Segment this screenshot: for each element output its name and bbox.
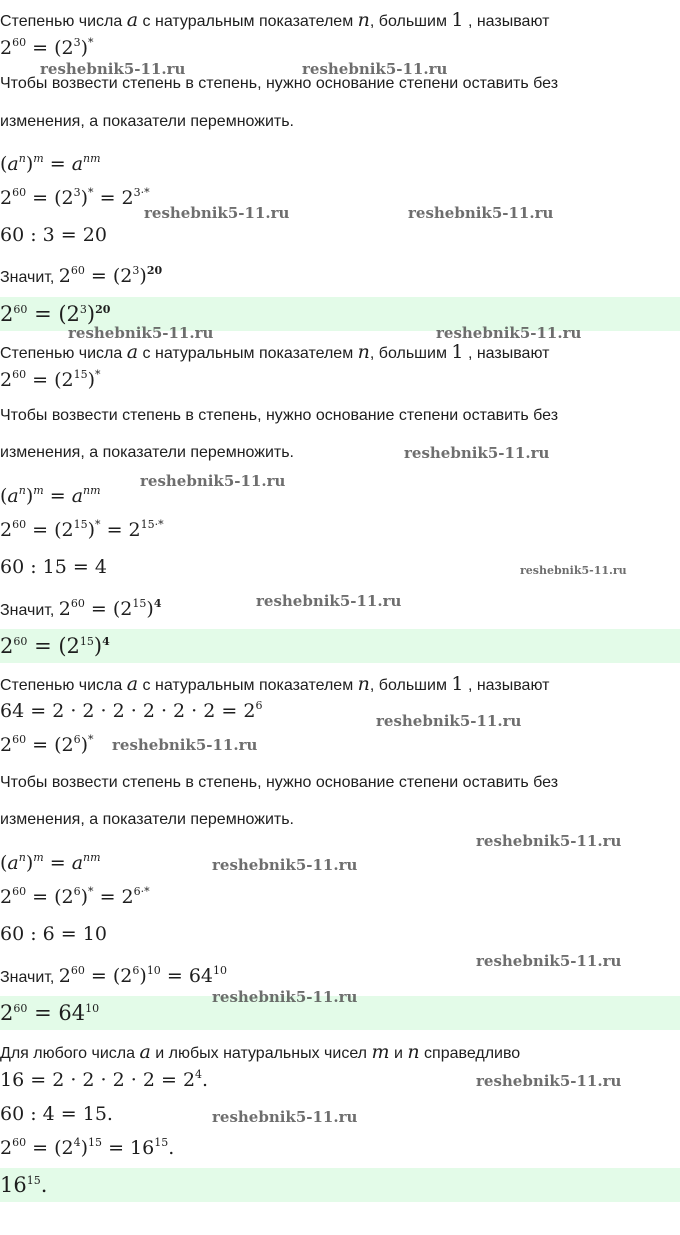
watermark: reshebnik5-11.ru (212, 856, 358, 874)
watermark: reshebnik5-11.ru (436, 324, 582, 342)
watermark: reshebnik5-11.ru (40, 60, 186, 78)
answer-highlight-4 (0, 1168, 680, 1202)
watermark: reshebnik5-11.ru (476, 832, 622, 850)
power-rule-3: $(a^n)^m = a^{nm}$ (0, 851, 101, 874)
watermark: reshebnik5-11.ru (404, 444, 550, 462)
rule-line-1b: изменения, а показатели перемножить. (0, 113, 294, 130)
watermark: reshebnik5-11.ru (376, 712, 522, 730)
conclusion-2: Значит, $2^{60} = (2^{15})^4$ (0, 597, 162, 620)
answer-3: $2^{60} = 64^{10}$ (0, 1001, 100, 1025)
formula-expand-3: $2^{60} = (2^6)^* = 2^{6\cdot*}$ (0, 885, 150, 908)
rule-line-2b: изменения, а показатели перемножить. (0, 444, 294, 461)
watermark: reshebnik5-11.ru (302, 60, 448, 78)
rule-line-1a: Чтобы возвести степень в степень, нужно основание степени оставить без (0, 75, 559, 92)
watermark: reshebnik5-11.ru (212, 1108, 358, 1126)
product-16: $16 = 2 \cdot 2 \cdot 2 \cdot 2 = 2^4$. (0, 1068, 209, 1091)
division-4: 60 : 4 = 15. (0, 1103, 113, 1125)
answer-2: $2^{60} = (2^{15})^4$ (0, 634, 110, 658)
product-64: $64 = 2 \cdot 2 \cdot 2 \cdot 2 \cdot 2 \cdot 2 = 2^6$ (0, 699, 263, 722)
power-rule-1: $(a^n)^m = a^{nm}$ (0, 152, 101, 175)
formula-setup-2: $2^{60} = (2^{15})^*$ (0, 368, 101, 391)
definition-line-1: Степенью числа a с натуральным показателем n, большим 1 , называют (0, 9, 550, 31)
watermark: reshebnik5-11.ru (68, 324, 214, 342)
rule-line-2a: Чтобы возвести степень в степень, нужно основание степени оставить без (0, 407, 559, 424)
watermark: reshebnik5-11.ru (408, 204, 554, 222)
watermark: reshebnik5-11.ru (144, 204, 290, 222)
conclusion-3: Значит, $2^{60} = (2^6)^{10} = 64^{10}$ (0, 964, 228, 987)
power-rule-2: $(a^n)^m = a^{nm}$ (0, 484, 101, 507)
watermark: reshebnik5-11.ru (112, 736, 258, 754)
rule-line-3a: Чтобы возвести степень в степень, нужно основание степени оставить без (0, 774, 559, 791)
division-3: 60 : 6 = 10 (0, 923, 107, 945)
division-1: 60 : 3 = 20 (0, 224, 107, 246)
watermark: reshebnik5-11.ru (256, 592, 402, 610)
formula-setup-1: $2^{60} = (2^3)^*$ (0, 36, 94, 59)
definition-line-3: Степенью числа a с натуральным показателем n, большим 1 , называют (0, 673, 550, 695)
conclusion-1: Значит, $2^{60} = (2^3)^{20}$ (0, 264, 163, 287)
watermark: reshebnik5-11.ru (140, 472, 286, 490)
formula-expand-4: $2^{60} = (2^4)^{15} = 16^{15}$. (0, 1136, 175, 1159)
property-line-4: Для любого числа a и любых натуральных чисел m и n справедливо (0, 1041, 521, 1063)
division-2: 60 : 15 = 4 (0, 556, 107, 578)
formula-expand-2: $2^{60} = (2^{15})^* = 2^{15\cdot*}$ (0, 518, 164, 541)
rule-line-3b: изменения, а показатели перемножить. (0, 811, 294, 828)
watermark: reshebnik5-11.ru (476, 1072, 622, 1090)
answer-4: $16^{15}$. (0, 1173, 48, 1197)
watermark: reshebnik5-11.ru (520, 564, 627, 577)
formula-setup-3: $2^{60} = (2^6)^*$ (0, 733, 94, 756)
formula-expand-1: $2^{60} = (2^3)^* = 2^{3\cdot*}$ (0, 186, 150, 209)
definition-line-2: Степенью числа a с натуральным показателем n, большим 1 , называют (0, 341, 550, 363)
watermark: reshebnik5-11.ru (476, 952, 622, 970)
answer-1: $2^{60} = (2^3)^{20}$ (0, 302, 111, 326)
watermark: reshebnik5-11.ru (212, 988, 358, 1006)
